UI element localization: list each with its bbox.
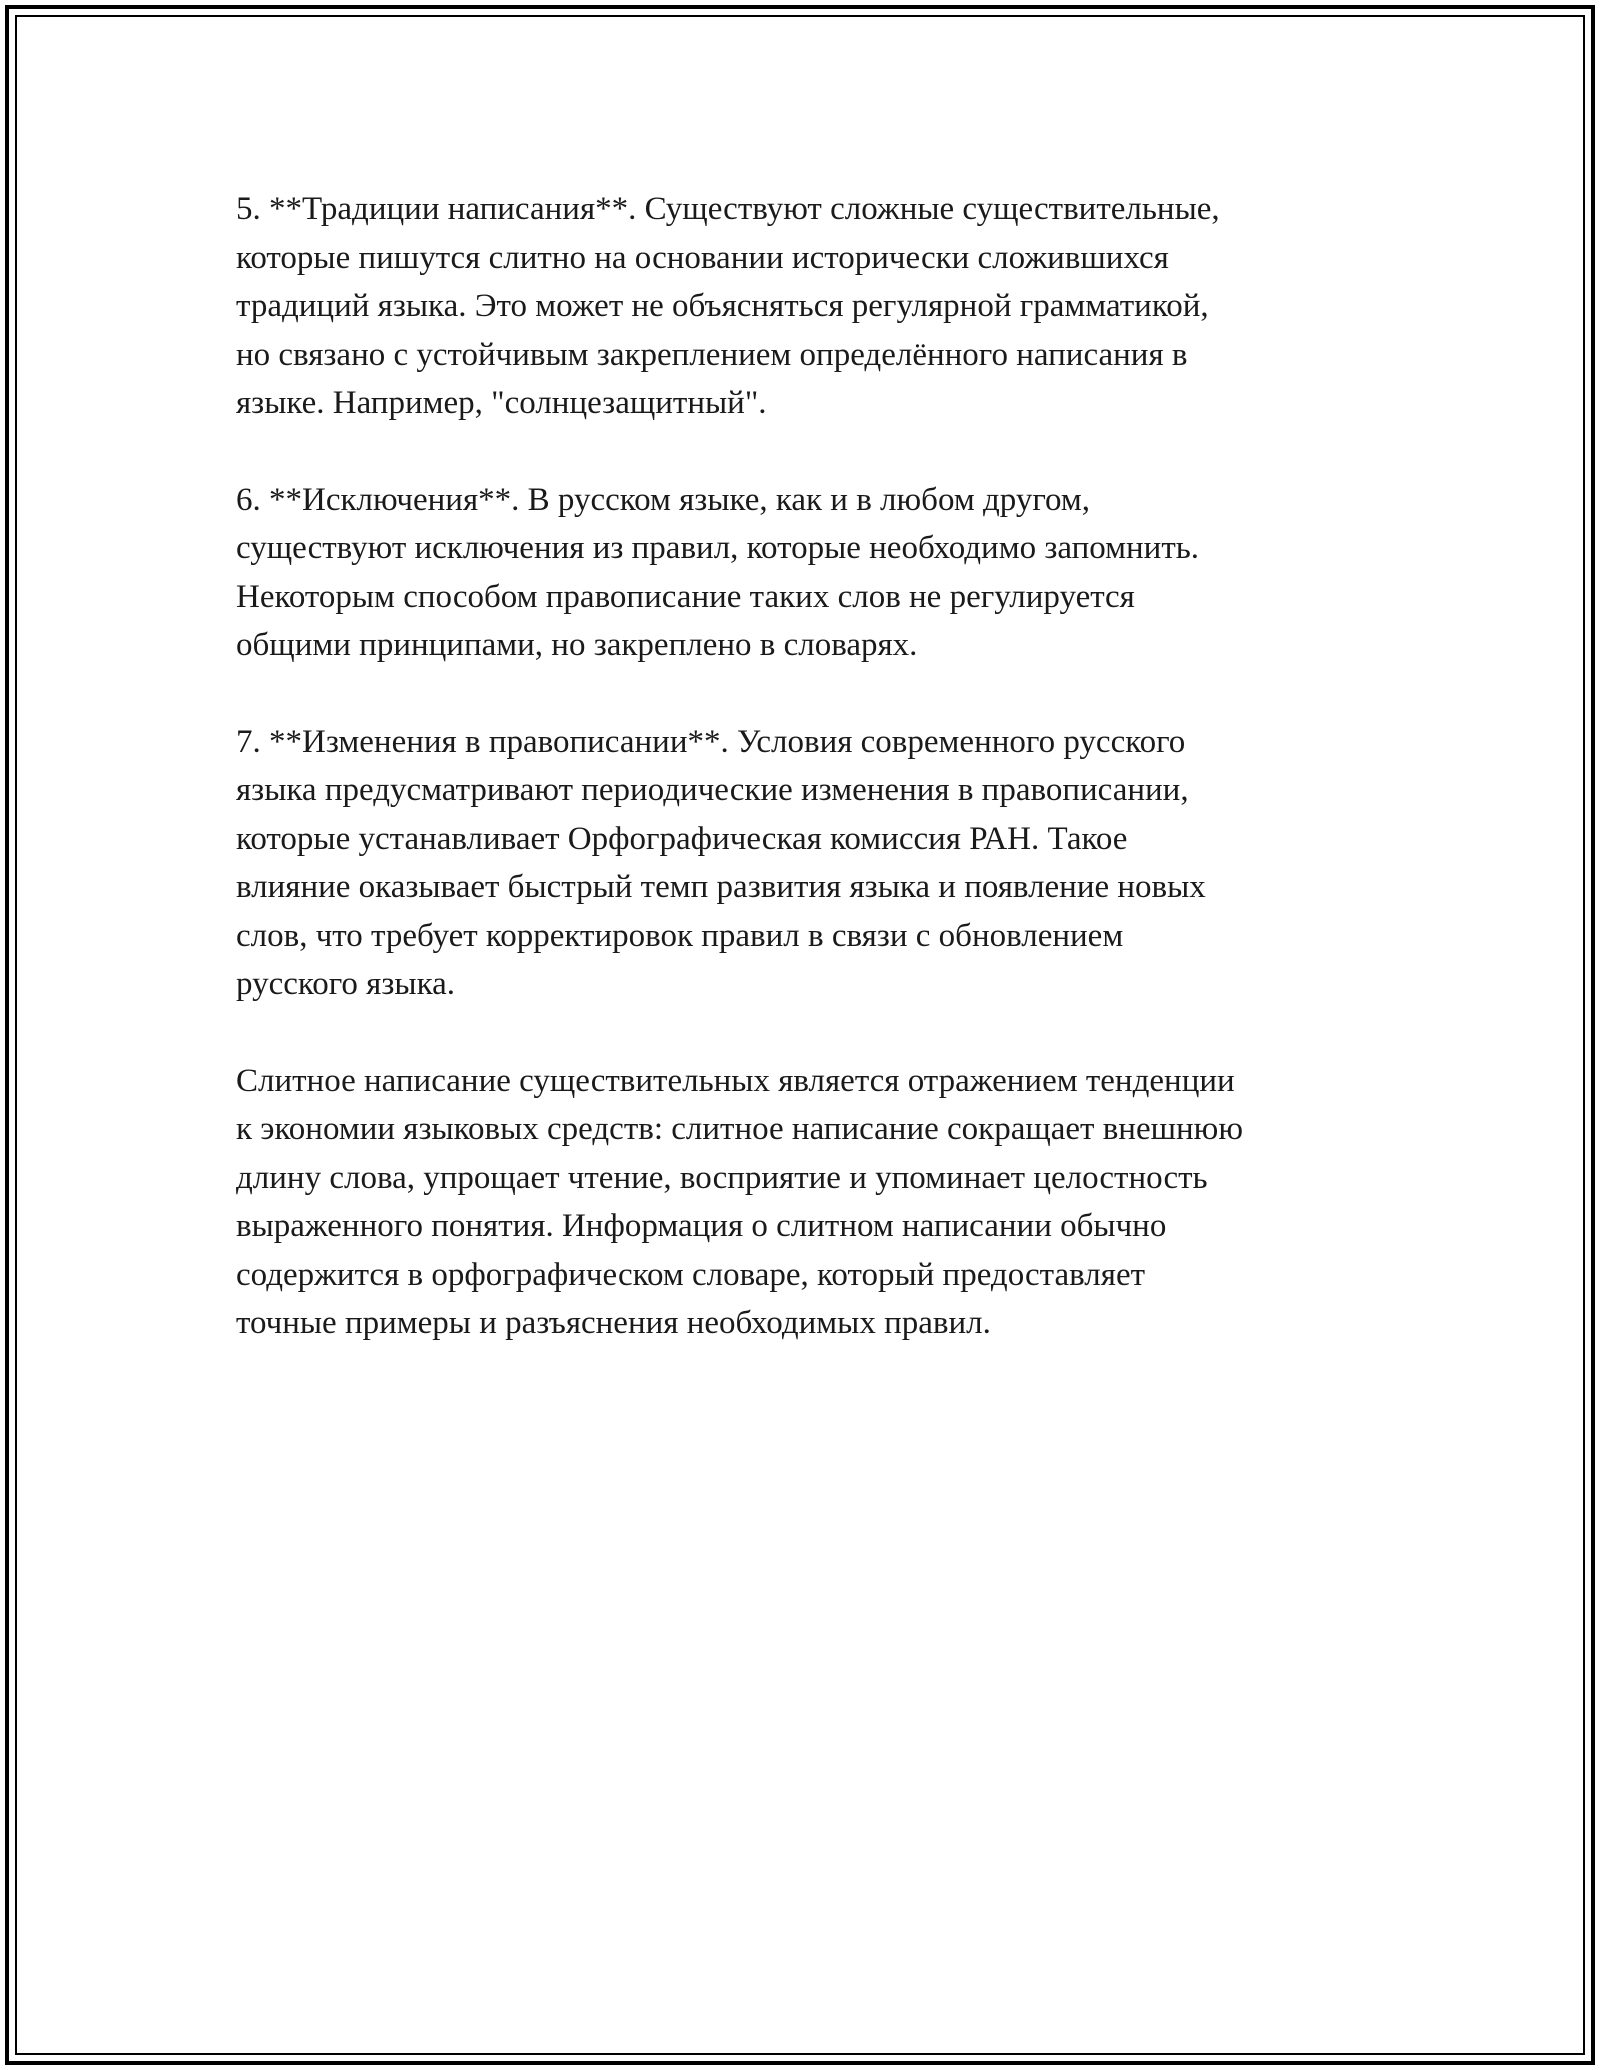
text-line: 5. **Традиции написания**. Существуют сложные существительные, xyxy=(236,191,1220,227)
text-line: традиций языка. Это может не объясняться регулярной грамматикой, xyxy=(236,288,1209,324)
text-line: к экономии языковых средств: слитное написание сокращает внешнюю xyxy=(236,1111,1243,1147)
text-line: языке. Например, "солнцезащитный". xyxy=(236,385,767,421)
paragraph-item-7 xyxy=(236,718,1386,1009)
text-line: Некоторым способом правописание таких слов не регулируется xyxy=(236,578,1135,615)
paragraph-item-5 xyxy=(236,185,1386,428)
text-line: языка предусматривают периодические изменения в правописании, xyxy=(236,772,1189,808)
paragraph-item-6 xyxy=(236,476,1386,670)
text-line: Слитное написание существительных является отражением тенденции xyxy=(236,1062,1235,1099)
text-line: которые устанавливает Орфографическая комиссия РАН. Такое xyxy=(236,820,1128,857)
text-line: общими принципами, но закреплено в словарях. xyxy=(236,627,918,663)
text-line: русского языка. xyxy=(236,966,455,1002)
text-line: существуют исключения из правил, которые необходимо запомнить. xyxy=(236,530,1200,566)
text-line: содержится в орфографическом словаре, который предоставляет xyxy=(236,1256,1146,1293)
text-line: длину слова, упрощает чтение, восприятие и упоминает целостность xyxy=(236,1159,1208,1196)
text-line: точные примеры и разъяснения необходимых правил. xyxy=(236,1305,991,1341)
paragraph-conclusion xyxy=(236,1057,1386,1348)
text-line: но связано с устойчивым закреплением определённого написания в xyxy=(236,336,1188,373)
text-line: слов, что требует корректировок правил в связи с обновлением xyxy=(236,917,1124,954)
text-line: 7. **Изменения в правописании**. Условия современного русского xyxy=(236,723,1186,760)
text-line: 6. **Исключения**. В русском языке, как и в любом другом, xyxy=(236,481,1091,518)
text-line: влияние оказывает быстрый темп развития языка и появление новых xyxy=(236,869,1206,905)
text-line: которые пишутся слитно на основании исторически сложившихся xyxy=(236,239,1169,276)
text-line: выраженного понятия. Информация о слитном написании обычно xyxy=(236,1208,1167,1244)
document-body xyxy=(236,185,1386,1396)
